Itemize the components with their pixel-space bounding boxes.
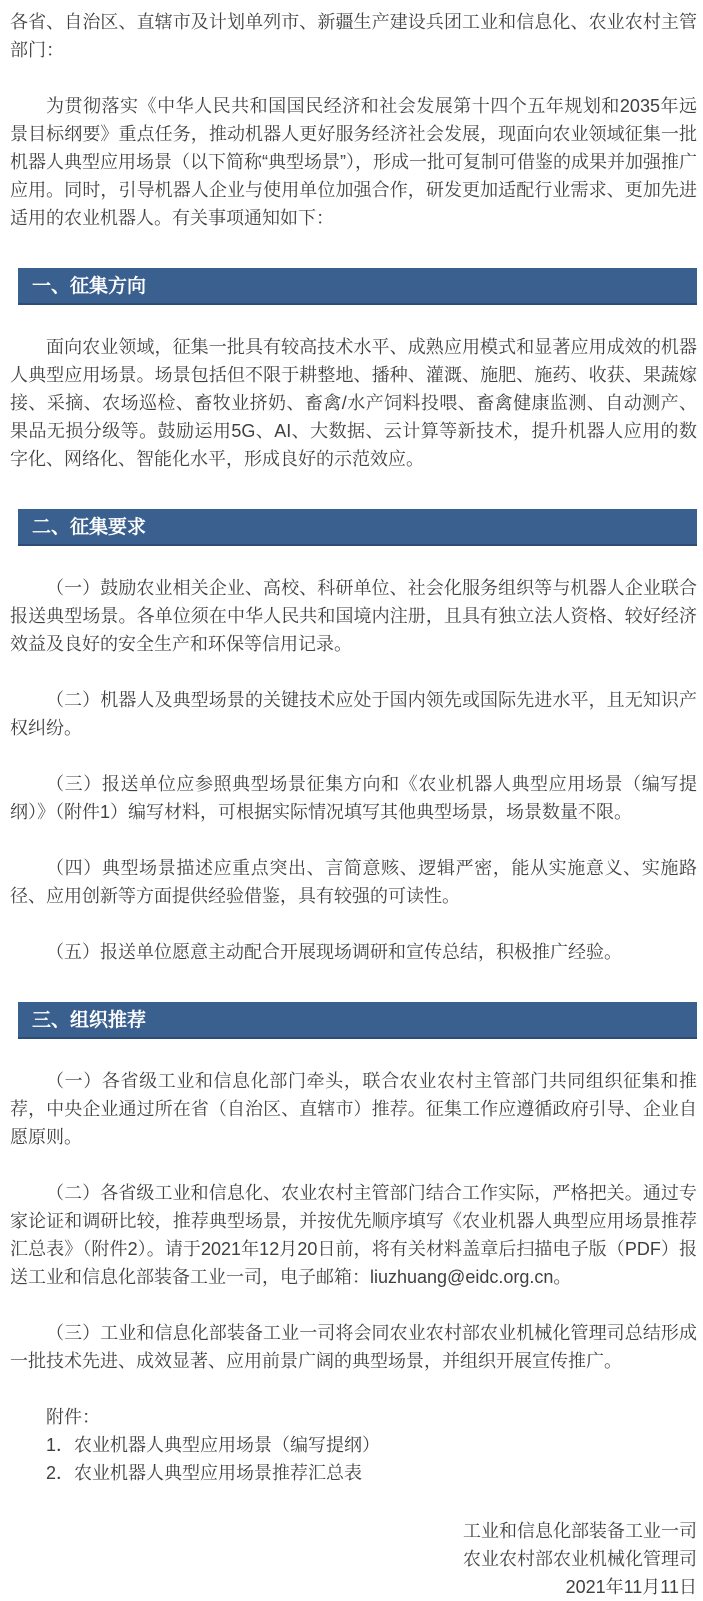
- section-3-title: 三、组织推荐: [32, 1010, 147, 1031]
- intro-paragraph: 为贯彻落实《中华人民共和国国民经济和社会发展第十四个五年规划和2035年远景目标纲要》重点任务，推动机器人更好服务经济社会发展，现面向农业领域征集一批机器人典型应用场景（以下简称“典型场景”），形成一批可复制可借鉴的成果并加强推广应用。同时，引导机器人企业与使用单位加强合作，研发更加适配行业需求、更加先进适用的农业机器人。有关事项通知如下：: [10, 96, 697, 228]
- signature-issuer-1: 工业和信息化部装备工业一司: [463, 1521, 697, 1541]
- signature-block: [10, 1517, 697, 1601]
- section-3-header: [18, 1002, 697, 1039]
- salutation: 各省、自治区、直辖市及计划单列市、新疆生产建设兵团工业和信息化、农业农村主管部门：: [10, 12, 697, 60]
- section-2-title: 二、征集要求: [32, 517, 147, 538]
- section-3-paragraph-2: （二）各省级工业和信息化、农业农村主管部门结合工作实际，严格把关。通过专家论证和调研比较，推荐典型场景，并按优先顺序填写《农业机器人典型应用场景推荐汇总表》（附件2）。请于2021年12月20日前，将有关材料盖章后扫描电子版（PDF）报送工业和信息化部装备工业一司，电子邮箱：liuzhuang@eidc.org.cn。: [10, 1183, 697, 1287]
- section-1-title: 一、征集方向: [32, 276, 147, 297]
- signature-issuer-2: 农业农村部农业机械化管理司: [463, 1549, 697, 1569]
- section-2-paragraph-4: （四）典型场景描述应重点突出、言简意赅、逻辑严密，能从实施意义、实施路径、应用创新等方面提供经验借鉴，具有较强的可读性。: [10, 858, 697, 906]
- section-2-paragraph-5: （五）报送单位愿意主动配合开展现场调研和宣传总结，积极推广经验。: [46, 942, 622, 962]
- signature-date: 2021年11月11日: [565, 1577, 697, 1597]
- attachment-item-2: 2．农业机器人典型应用场景推荐汇总表: [46, 1463, 363, 1483]
- section-3-paragraph-1: （一）各省级工业和信息化部门牵头，联合农业农村主管部门共同组织征集和推荐，中央企业通过所在省（自治区、直辖市）推荐。征集工作应遵循政府引导、企业自愿原则。: [10, 1071, 697, 1147]
- section-2-paragraph-2: （二）机器人及典型场景的关键技术应处于国内领先或国际先进水平，且无知识产权纠纷。: [10, 690, 697, 738]
- section-2-paragraph-1: （一）鼓励农业相关企业、高校、科研单位、社会化服务组织等与机器人企业联合报送典型场景。各单位须在中华人民共和国境内注册，且具有独立法人资格、较好经济效益及良好的安全生产和环保等信用记录。: [10, 578, 697, 654]
- attachments-block: [10, 1403, 697, 1487]
- section-3-paragraph-3: （三）工业和信息化部装备工业一司将会同农业农村部农业机械化管理司总结形成一批技术先进、成效显著、应用前景广阔的典型场景，并组织开展宣传推广。: [10, 1323, 697, 1371]
- section-2-header: [18, 509, 697, 546]
- section-1-paragraph-1: 面向农业领域，征集一批具有较高技术水平、成熟应用模式和显著应用成效的机器人典型应用场景。场景包括但不限于耕整地、播种、灌溉、施肥、施药、收获、果蔬嫁接、采摘、农场巡检、畜牧业挤奶、畜禽/水产饲料投喂、畜禽健康监测、自动测产、果品无损分级等。鼓励运用5G、AI、大数据、云计算等新技术，提升机器人应用的数字化、网络化、智能化水平，形成良好的示范效应。: [10, 337, 697, 469]
- section-2-paragraph-3: （三）报送单位应参照典型场景征集方向和《农业机器人典型应用场景（编写提纲）》（附件1）编写材料，可根据实际情况填写其他典型场景，场景数量不限。: [10, 774, 697, 822]
- section-1-header: [18, 268, 697, 305]
- attachments-label: 附件：: [46, 1407, 100, 1427]
- attachment-item-1: 1．农业机器人典型应用场景（编写提纲）: [46, 1435, 381, 1455]
